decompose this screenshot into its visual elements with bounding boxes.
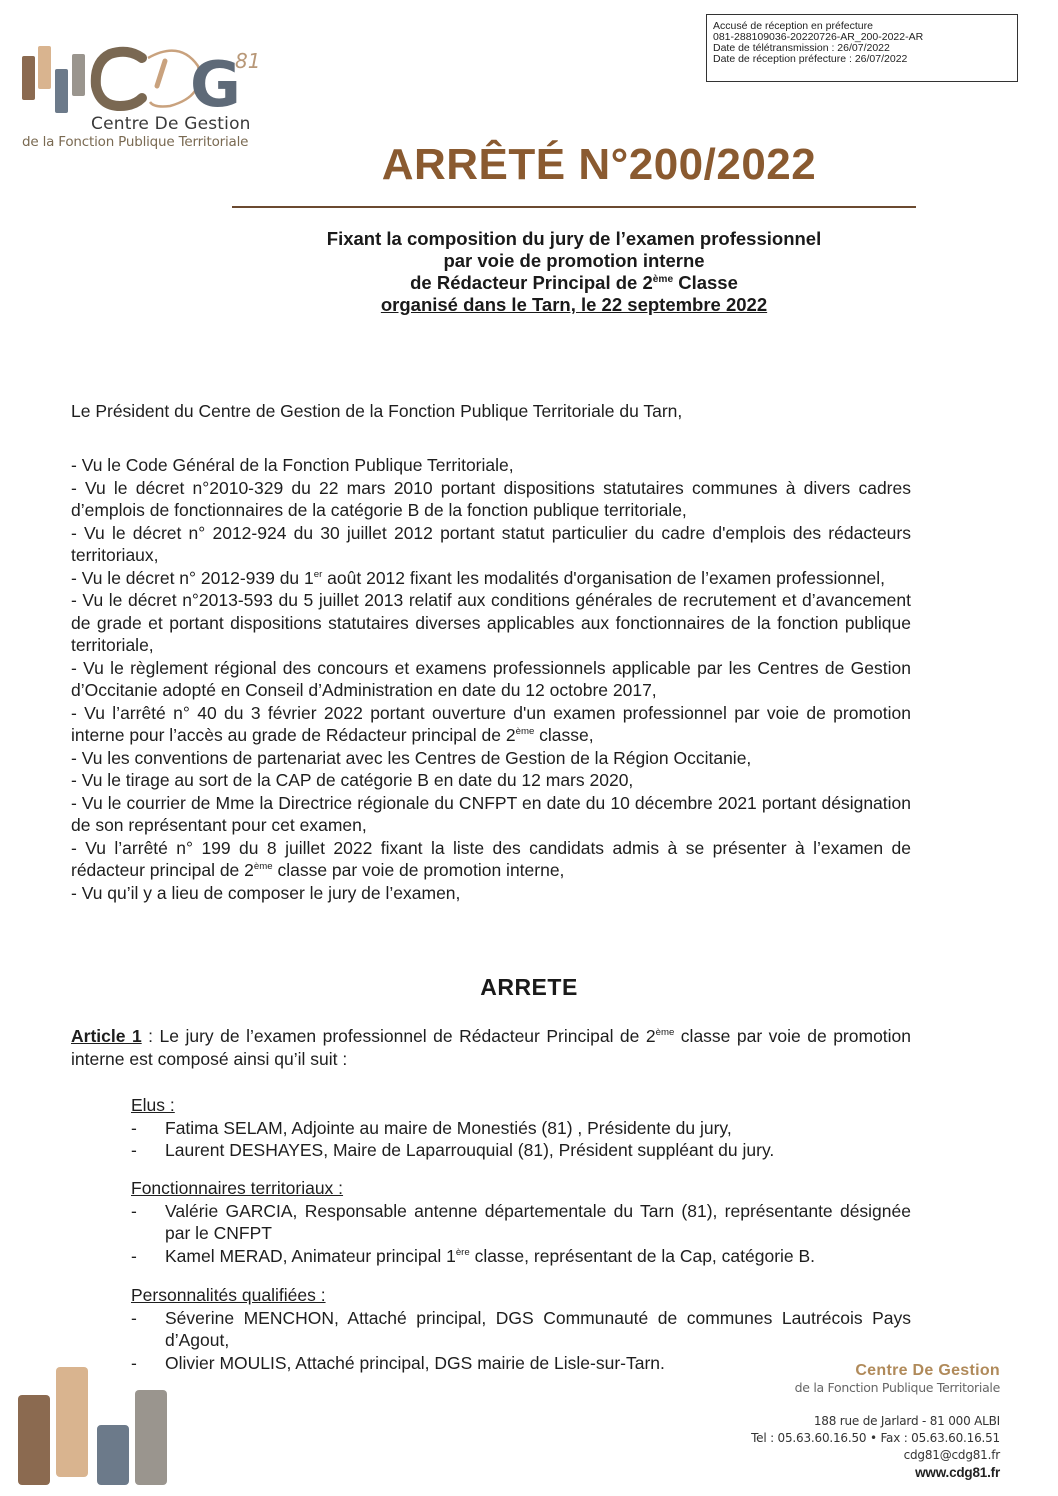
jury-member-text: Séverine MENCHON, Attaché principal, DGS Communauté de communes Lautrécois Pays d’Agout, [165,1307,911,1350]
stamp-line: Date de télétransmission : 26/07/2022 [713,42,890,54]
list-dash: - [131,1140,137,1160]
jury-member [131,1117,911,1140]
visa-text: - Vu l’arrêté n° 40 du 3 février 2022 portant ouverture d'un examen professionnel par voie de promotion interne pour l’accès au grade de Rédacteur principal de 2 [71,702,911,745]
footer-logo-bars-icon [16,1365,176,1495]
visa-item: - Vu le Code Général de la Fonction Publique Territoriale, [71,455,514,475]
jury-group-elus [131,1094,911,1162]
subtitle-text: de Rédacteur Principal de 2 [410,272,653,293]
visa-item: - Vu le décret n°2013-593 du 5 juillet 2013 relatif aux conditions générales de recrutement et d’avancement de grade et portant dispositions statutaires diverses applicables aux fonctionnaires de la fonction publique territoriale, [71,590,911,655]
jury-member-text: Valérie GARCIA, Responsable antenne départementale du Tarn (81), représentante désignée par le CNFPT [165,1200,911,1243]
superscript: ème [515,726,535,738]
article-1 [71,1025,911,1070]
logo-letters: G [190,48,241,116]
subtitle-line: par voie de promotion interne [443,250,705,271]
cdg81-logo [20,36,280,156]
footer-email[interactable]: cdg81@cdg81.fr [903,1448,1000,1462]
visa-item: - Vu le tirage au sort de la CAP de catégorie B en date du 12 mars 2020, [71,770,634,790]
jury-member-text: Fatima SELAM, Adjointe au maire de Monestiés (81) , Présidente du jury, [165,1117,732,1138]
document-subtitle [232,228,916,316]
visa-item: - Vu le courrier de Mme la Directrice régionale du CNFPT en date du 10 décembre 2021 portant désignation de son représentant pour cet examen, [71,792,911,835]
list-dash: - [131,1352,137,1373]
visa-text: - Vu le décret n° 2012-939 du 1 [71,567,314,588]
list-dash: - [131,1200,137,1221]
prefecture-reception-stamp [706,14,1018,82]
list-dash: - [131,1307,137,1328]
visa-item: - Vu les conventions de partenariat avec les Centres de Gestion de la Région Occitanie, [71,747,752,768]
footer-org-name: Centre De Gestion [855,1362,1000,1379]
superscript: er [313,568,323,580]
list-dash: - [131,1117,137,1138]
visa-item [71,837,911,882]
jury-group-personnalites [131,1284,911,1374]
logo-bars-icon [20,36,280,116]
footer-website[interactable]: www.cdg81.fr [915,1465,1000,1480]
visa-text: août 2012 fixant les modalités d'organisation de l’examen professionnel, [322,567,886,588]
jury-member [131,1307,911,1352]
subtitle-line: Fixant la composition du jury de l’examen professionnel [326,228,822,249]
subtitle-line [232,272,916,294]
superscript: ère [455,1246,470,1258]
stamp-line: 081-288109036-20220726-AR_200-2022-AR [713,31,924,43]
article-text: : Le jury de l’examen professionnel de Rédacteur Principal de 2 [141,1026,656,1046]
group-heading: Fonctionnaires territoriaux : [131,1178,344,1198]
footer-contact [751,1413,1000,1481]
group-heading: Personnalités qualifiées : [131,1285,326,1305]
decision-heading: ARRETE [480,974,578,1000]
group-heading: Elus : [131,1095,175,1115]
visa-item: - Vu le règlement régional des concours et examens professionnels applicable par les Centres de Gestion d’Occitanie adopté en Conseil d’Administration en date du 12 octobre 2017, [71,657,911,700]
superscript: ème [253,861,273,873]
visa-text: - Vu l’arrêté n° 199 du 8 juillet 2022 fixant la liste des candidats admis à se présenter à l’examen de rédacteur principal de 2 [71,837,911,880]
intro-paragraph: Le Président du Centre de Gestion de la Fonction Publique Territoriale du Tarn, [71,401,683,421]
jury-member [131,1200,911,1245]
superscript: ème [655,1027,675,1039]
jury-member [131,1139,911,1162]
subtitle-text: Classe [673,272,738,293]
logo-number: 81 [235,49,261,73]
article-label: Article 1 [71,1026,142,1046]
footer-phone-fax: Tel : 05.63.60.16.50 • Fax : 05.63.60.16.51 [751,1431,1000,1445]
stamp-line: Accusé de réception en préfecture [713,20,873,32]
jury-member [131,1245,911,1268]
visa-text: classe, [534,725,594,745]
footer-org-subtitle: de la Fonction Publique Territoriale [794,1380,1000,1395]
visa-item: - Vu le décret n°2010-329 du 22 mars 2010 portant dispositions statutaires communes à divers cadres d’emplois de fonctionnaires de la catégorie B de la fonction publique territoriale, [71,477,911,520]
jury-member-text: Olivier MOULIS, Attaché principal, DGS mairie de Lisle-sur-Tarn. [165,1352,665,1373]
jury-member-text [165,1245,911,1268]
subtitle-line: organisé dans le Tarn, le 22 septembre 2022 [380,294,768,315]
document-title: ARRÊTÉ N°200/2022 [381,140,817,189]
title-divider [232,206,916,208]
member-text: Kamel MERAD, Animateur principal 1 [165,1245,456,1266]
superscript: ème [652,273,674,285]
stamp-line: Date de réception préfecture : 26/07/2022 [713,53,908,65]
article-text: classe par voie de promotion interne est composé ainsi qu’il suit : [71,1026,912,1069]
visa-item: - Vu le décret n° 2012-924 du 30 juillet 2012 portant statut particulier du cadre d'emplois des rédacteurs territoriaux, [71,522,911,565]
member-text: classe, représentant de la Cap, catégorie B. [469,1245,816,1266]
visa-item: - Vu qu’il y a lieu de composer le jury de l’examen, [71,882,461,903]
jury-group-fonctionnaires [131,1177,911,1267]
footer-organisation [795,1362,1000,1395]
list-dash: - [131,1245,137,1266]
visa-item [71,702,911,747]
logo-subtitle: de la Fonction Publique Territoriale [22,134,249,150]
visa-text: classe par voie de promotion interne, [272,860,565,880]
visa-item [71,567,911,590]
visas-list [71,454,911,904]
logo-title: Centre De Gestion [91,114,251,134]
footer-address: 188 rue de Jarlard - 81 000 ALBI [813,1414,1000,1428]
jury-member-text: Laurent DESHAYES, Maire de Laparrouquial (81), Président suppléant du jury. [165,1140,775,1160]
